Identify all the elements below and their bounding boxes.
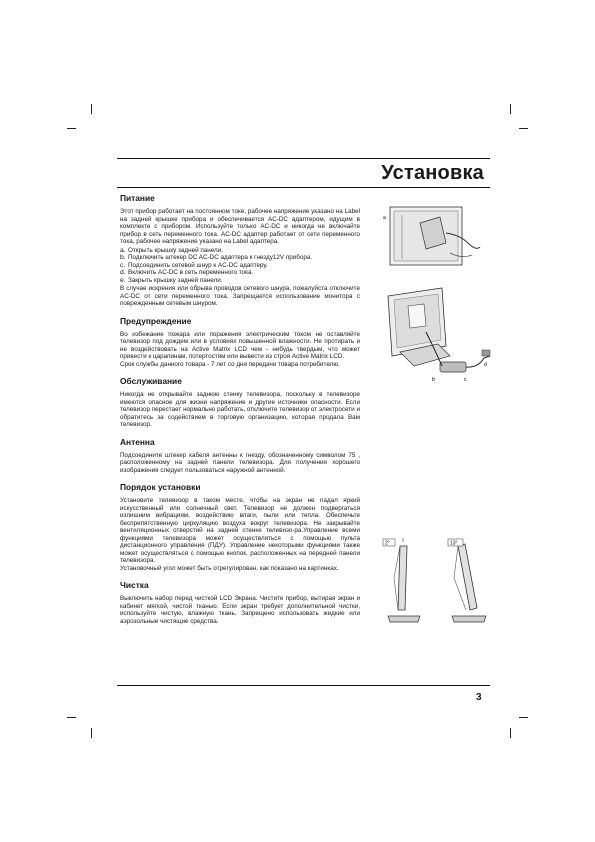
service-text: Никогда не открывайте заднюю стенку телевизора, поскольку в телевизоре имеются опасное для жизни напряжение и другие источники опасности. Если телевизор перестает нормально работать, отключите телевизор от электросети и обратитесь за содействием в торговую организацию, которая продала Вам телевизор.	[120, 391, 360, 428]
crop-mark	[510, 104, 511, 114]
power-outro: В случае искрения или обрыва проводов сетевого шнура, пожалуйста отключите AC-DC от сети переменного тока. Запрещается использование монитора с поврежденным сетевым шнуром.	[120, 285, 360, 307]
figure-open-cover	[380, 203, 495, 273]
step-label: e.	[120, 276, 126, 284]
step-label: c.	[120, 261, 126, 269]
tilt-label-right: 13°	[450, 540, 458, 547]
figure-adapter-connection	[380, 286, 495, 386]
install-heading: Порядок установки	[120, 482, 201, 492]
footer-rule	[117, 685, 490, 686]
step-item	[120, 254, 360, 262]
crop-mark	[91, 728, 92, 738]
figure-label-d: d	[484, 362, 487, 368]
power-intro: Этот прибор работает на постоянном токе, рабочее напряжение указано на Label на задней крышке прибора и обеспечивается AC-DC адаптером, идущим в комплекте с прибором. Используйте только AC-DC и никогда не включайте прибор в сеть переменного тока. AC-DC адаптер работает от сети переменного тока, рабочее напряжение указано на Label адаптера.	[120, 208, 360, 245]
install-text: Установите телевизор в таком месте, чтобы на экран не падал яркий искусственный или солнечный свет. Телевизор не должен подвергаться излишним вибрациям, воздействию влаги, пыли или тепла. Обеспечьте беспрепятственную циркуляцию воздуха вокруг телевизора. Не закрывайте вентиляционных отверстий на задней стенке телевизо-ра.Управление всеми функциями телевизора может осуществляться с помощью пульта дистанционного управления (ПДУ). Управление некоторыми функциями также может осуществляться с помощью кнопок, расположенных на передней панели телевизора.	[120, 497, 360, 564]
power-heading: Питание	[120, 193, 155, 203]
crop-mark	[510, 728, 511, 738]
step-text: Включить AC-DC в сеть переменного тока.	[128, 269, 254, 276]
power-steps	[120, 247, 360, 285]
install-angle-text: Установочный угол может быть отрегулирован, как показано на картинках.	[120, 564, 339, 572]
crop-mark	[519, 717, 528, 718]
step-item	[120, 269, 360, 277]
warning-lifetime: Срок службы данного товара - 7 лет со дня передачи товара потребителю.	[120, 360, 340, 368]
figure-label-c: c	[464, 377, 467, 383]
step-text: Закрыть крышку задней панели.	[128, 276, 223, 284]
crop-mark	[519, 128, 528, 129]
page-title-bar	[117, 158, 490, 188]
figure-label-b: b	[432, 377, 435, 383]
page-number: 3	[476, 692, 482, 703]
step-label: d.	[120, 269, 126, 276]
page-title: Установка	[381, 161, 484, 184]
step-item	[120, 262, 360, 270]
warning-text: Во избежание пожара или поражения электрическим током не оставляйте телевизор под дождем или в условиях повышенной влажности. Не протирать и не воздействовать на Active Matrix LCD чем - нибудь твердым, что может привести к царапинам, потертостям или вывести из строя Active Matrix LCD.	[120, 330, 360, 360]
step-text: Подсоединить сетевой шнур к AC-DC адаптеру.	[128, 261, 268, 269]
step-label: b.	[120, 254, 126, 261]
figure-tilt-angles	[380, 538, 495, 628]
step-item	[120, 277, 360, 285]
step-text: Подключить штекер DC AC-DC адаптера к гнезду12V прибора.	[128, 254, 313, 261]
cleaning-heading: Чистка	[120, 580, 149, 590]
antenna-heading: Антенна	[120, 436, 155, 447]
crop-mark	[67, 717, 76, 718]
tilt-label-left: 2°	[385, 540, 390, 547]
step-item	[120, 247, 360, 255]
warning-heading: Предупреждение	[120, 315, 192, 326]
step-label: a.	[120, 246, 126, 254]
crop-mark	[91, 104, 92, 114]
cleaning-text: Выключить набор перед чисткой LCD Экрана. Чистите прибор, вытирая экран и кабинет мягкой, чистой тканью. Если экран требует дополнительной чистки, используйте чистую, влажную ткань. Запрещено использовать жидкие или аэрозольные чистящие средства.	[120, 595, 360, 625]
antenna-text: Подсоедините штекер кабеля антенны к гнезду, обозначенному символом 75 , расположенному на задней панели телевизора. Для получения хорошего изображения следует пользоваться наружной антенной.	[120, 451, 360, 474]
crop-mark	[67, 128, 76, 129]
step-text: Открыть крышку задней панели.	[128, 246, 223, 254]
figure-label-a: a	[383, 215, 386, 221]
service-heading: Обслуживание	[120, 376, 182, 386]
illustrations	[380, 203, 495, 633]
main-text-column	[120, 193, 360, 625]
